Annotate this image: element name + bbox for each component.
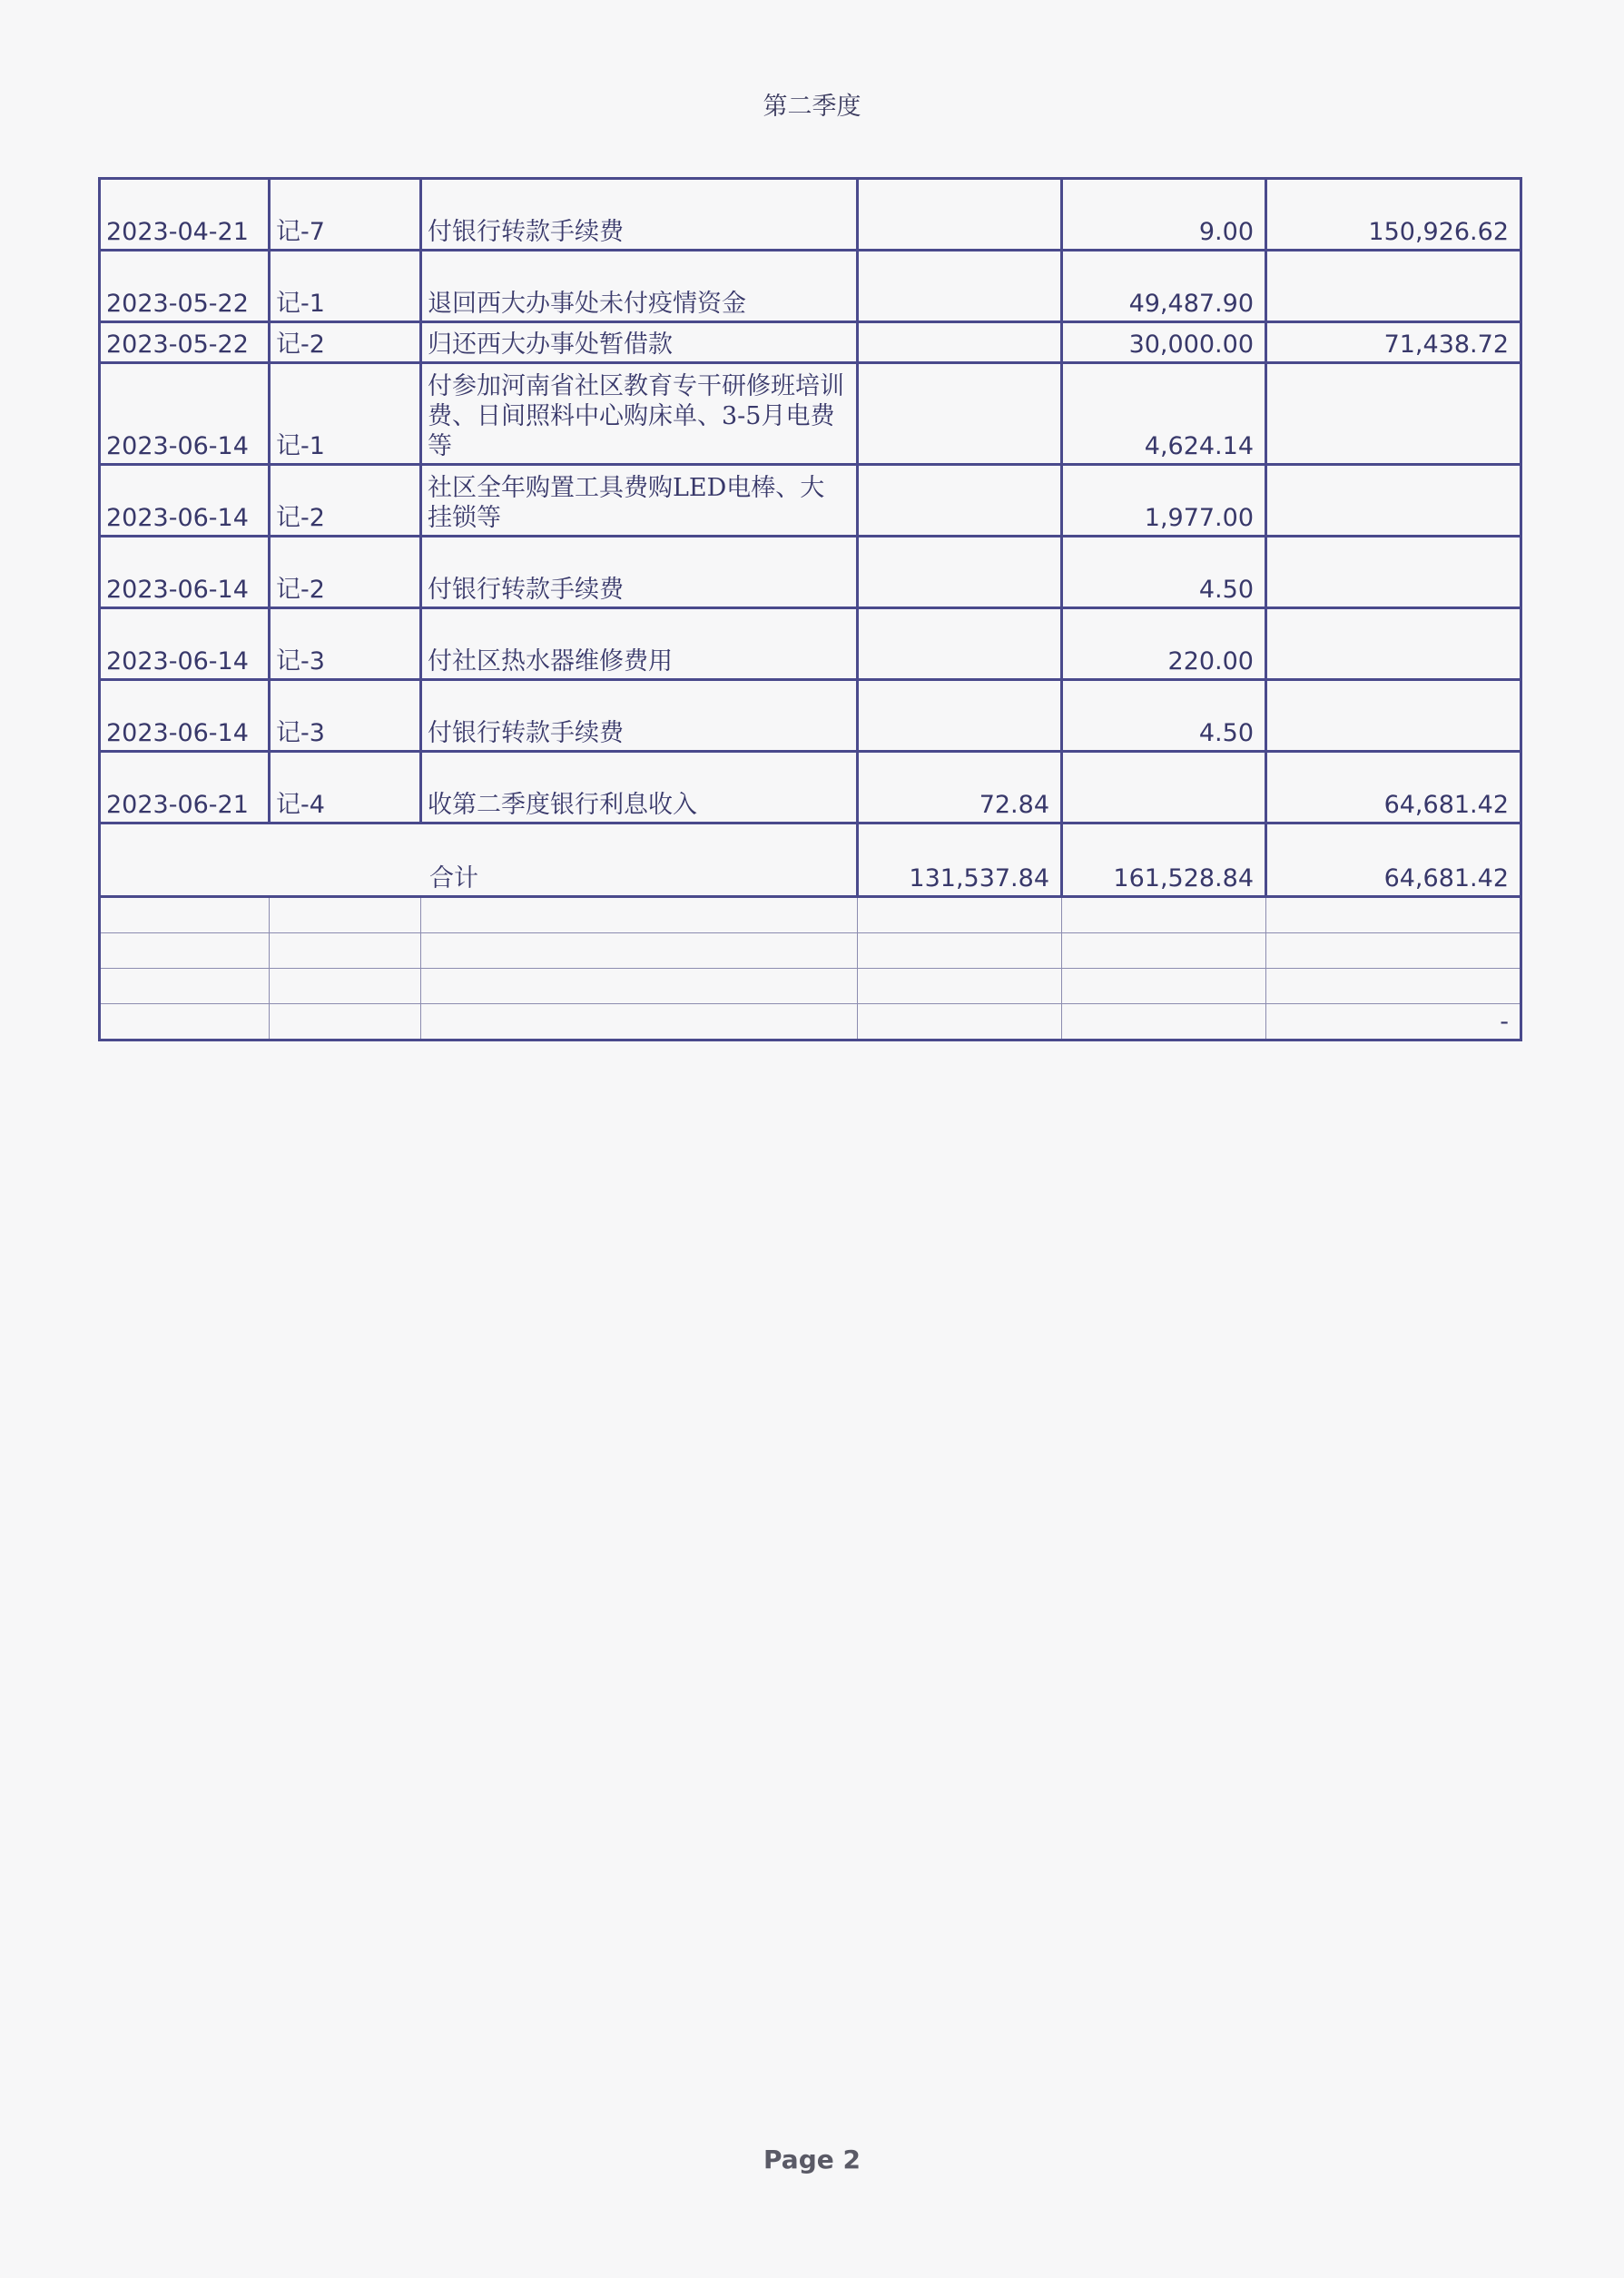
total-label: 合计: [100, 823, 858, 897]
debit-cell: [858, 465, 1062, 537]
date-cell: 2023-06-14: [100, 608, 270, 680]
blank-cell: [421, 897, 858, 933]
blank-cell: [270, 897, 421, 933]
voucher-cell: 记-3: [270, 680, 421, 752]
balance-cell: 150,926.62: [1266, 179, 1521, 251]
date-cell: 2023-06-21: [100, 752, 270, 823]
total-balance-cell: 64,681.42: [1266, 823, 1521, 897]
blank-cell: [858, 897, 1062, 933]
credit-cell: 4.50: [1062, 680, 1266, 752]
debit-cell: [858, 680, 1062, 752]
blank-cell: [1062, 933, 1266, 969]
voucher-cell: 记-2: [270, 537, 421, 608]
debit-cell: [858, 179, 1062, 251]
blank-cell: [1062, 1004, 1266, 1040]
table-row: [100, 363, 1521, 465]
summary-cell: 退回西大办事处未付疫情资金: [421, 251, 858, 322]
blank-cell: [100, 897, 270, 933]
summary-cell: 社区全年购置工具费购LED电棒、大挂锁等: [421, 465, 858, 537]
summary-cell: 归还西大办事处暂借款: [421, 322, 858, 363]
blank-cell: [421, 933, 858, 969]
blank-cell: [270, 933, 421, 969]
date-cell: 2023-06-14: [100, 537, 270, 608]
blank-cell: [1062, 969, 1266, 1004]
table-row: [100, 322, 1521, 363]
debit-cell: [858, 363, 1062, 465]
credit-cell: 9.00: [1062, 179, 1266, 251]
ledger-table: [98, 177, 1522, 1041]
blank-cell: [100, 1004, 270, 1040]
blank-cell: [100, 969, 270, 1004]
balance-cell: [1266, 363, 1521, 465]
blank-cell: [421, 1004, 858, 1040]
summary-cell: 收第二季度银行利息收入: [421, 752, 858, 823]
table-row: [100, 465, 1521, 537]
table-row: [100, 752, 1521, 823]
summary-cell: 付参加河南省社区教育专干研修班培训费、日间照料中心购床单、3-5月电费等: [421, 363, 858, 465]
credit-cell: 4,624.14: [1062, 363, 1266, 465]
credit-cell: 1,977.00: [1062, 465, 1266, 537]
date-cell: 2023-06-14: [100, 465, 270, 537]
date-cell: 2023-04-21: [100, 179, 270, 251]
credit-cell: 30,000.00: [1062, 322, 1266, 363]
table-row: [100, 608, 1521, 680]
total-debit-cell: 131,537.84: [858, 823, 1062, 897]
table-row: [100, 537, 1521, 608]
balance-cell: 64,681.42: [1266, 752, 1521, 823]
credit-cell: [1062, 752, 1266, 823]
blank-row: [100, 969, 1521, 1004]
table-row: [100, 251, 1521, 322]
page-number: Page 2: [763, 2145, 861, 2174]
total-row: [100, 823, 1521, 897]
blank-cell: [1062, 897, 1266, 933]
blank-cell: [270, 969, 421, 1004]
blank-cell: [1266, 897, 1521, 933]
debit-cell: [858, 537, 1062, 608]
blank-row: [100, 933, 1521, 969]
table-row: [100, 179, 1521, 251]
voucher-cell: 记-3: [270, 608, 421, 680]
total-credit-cell: 161,528.84: [1062, 823, 1266, 897]
balance-cell: [1266, 537, 1521, 608]
blank-cell: [1266, 933, 1521, 969]
blank-cell: [858, 969, 1062, 1004]
blank-balance-cell: -: [1266, 1004, 1521, 1040]
debit-cell: [858, 322, 1062, 363]
balance-cell: [1266, 608, 1521, 680]
voucher-cell: 记-2: [270, 465, 421, 537]
blank-cell: [100, 933, 270, 969]
voucher-cell: 记-1: [270, 251, 421, 322]
date-cell: 2023-06-14: [100, 680, 270, 752]
blank-cell: [270, 1004, 421, 1040]
table-row: [100, 680, 1521, 752]
summary-cell: 付银行转款手续费: [421, 537, 858, 608]
credit-cell: 4.50: [1062, 537, 1266, 608]
credit-cell: 49,487.90: [1062, 251, 1266, 322]
blank-row: [100, 1004, 1521, 1040]
date-cell: 2023-05-22: [100, 322, 270, 363]
balance-cell: [1266, 251, 1521, 322]
summary-cell: 付社区热水器维修费用: [421, 608, 858, 680]
voucher-cell: 记-7: [270, 179, 421, 251]
balance-cell: [1266, 465, 1521, 537]
balance-cell: [1266, 680, 1521, 752]
blank-cell: [1266, 969, 1521, 1004]
page-title: 第二季度: [763, 93, 861, 121]
summary-cell: 付银行转款手续费: [421, 680, 858, 752]
debit-cell: [858, 608, 1062, 680]
summary-cell: 付银行转款手续费: [421, 179, 858, 251]
voucher-cell: 记-4: [270, 752, 421, 823]
voucher-cell: 记-2: [270, 322, 421, 363]
voucher-cell: 记-1: [270, 363, 421, 465]
balance-cell: 71,438.72: [1266, 322, 1521, 363]
blank-cell: [421, 969, 858, 1004]
date-cell: 2023-06-14: [100, 363, 270, 465]
blank-row: [100, 897, 1521, 933]
debit-cell: 72.84: [858, 752, 1062, 823]
date-cell: 2023-05-22: [100, 251, 270, 322]
blank-cell: [858, 1004, 1062, 1040]
credit-cell: 220.00: [1062, 608, 1266, 680]
blank-cell: [858, 933, 1062, 969]
debit-cell: [858, 251, 1062, 322]
